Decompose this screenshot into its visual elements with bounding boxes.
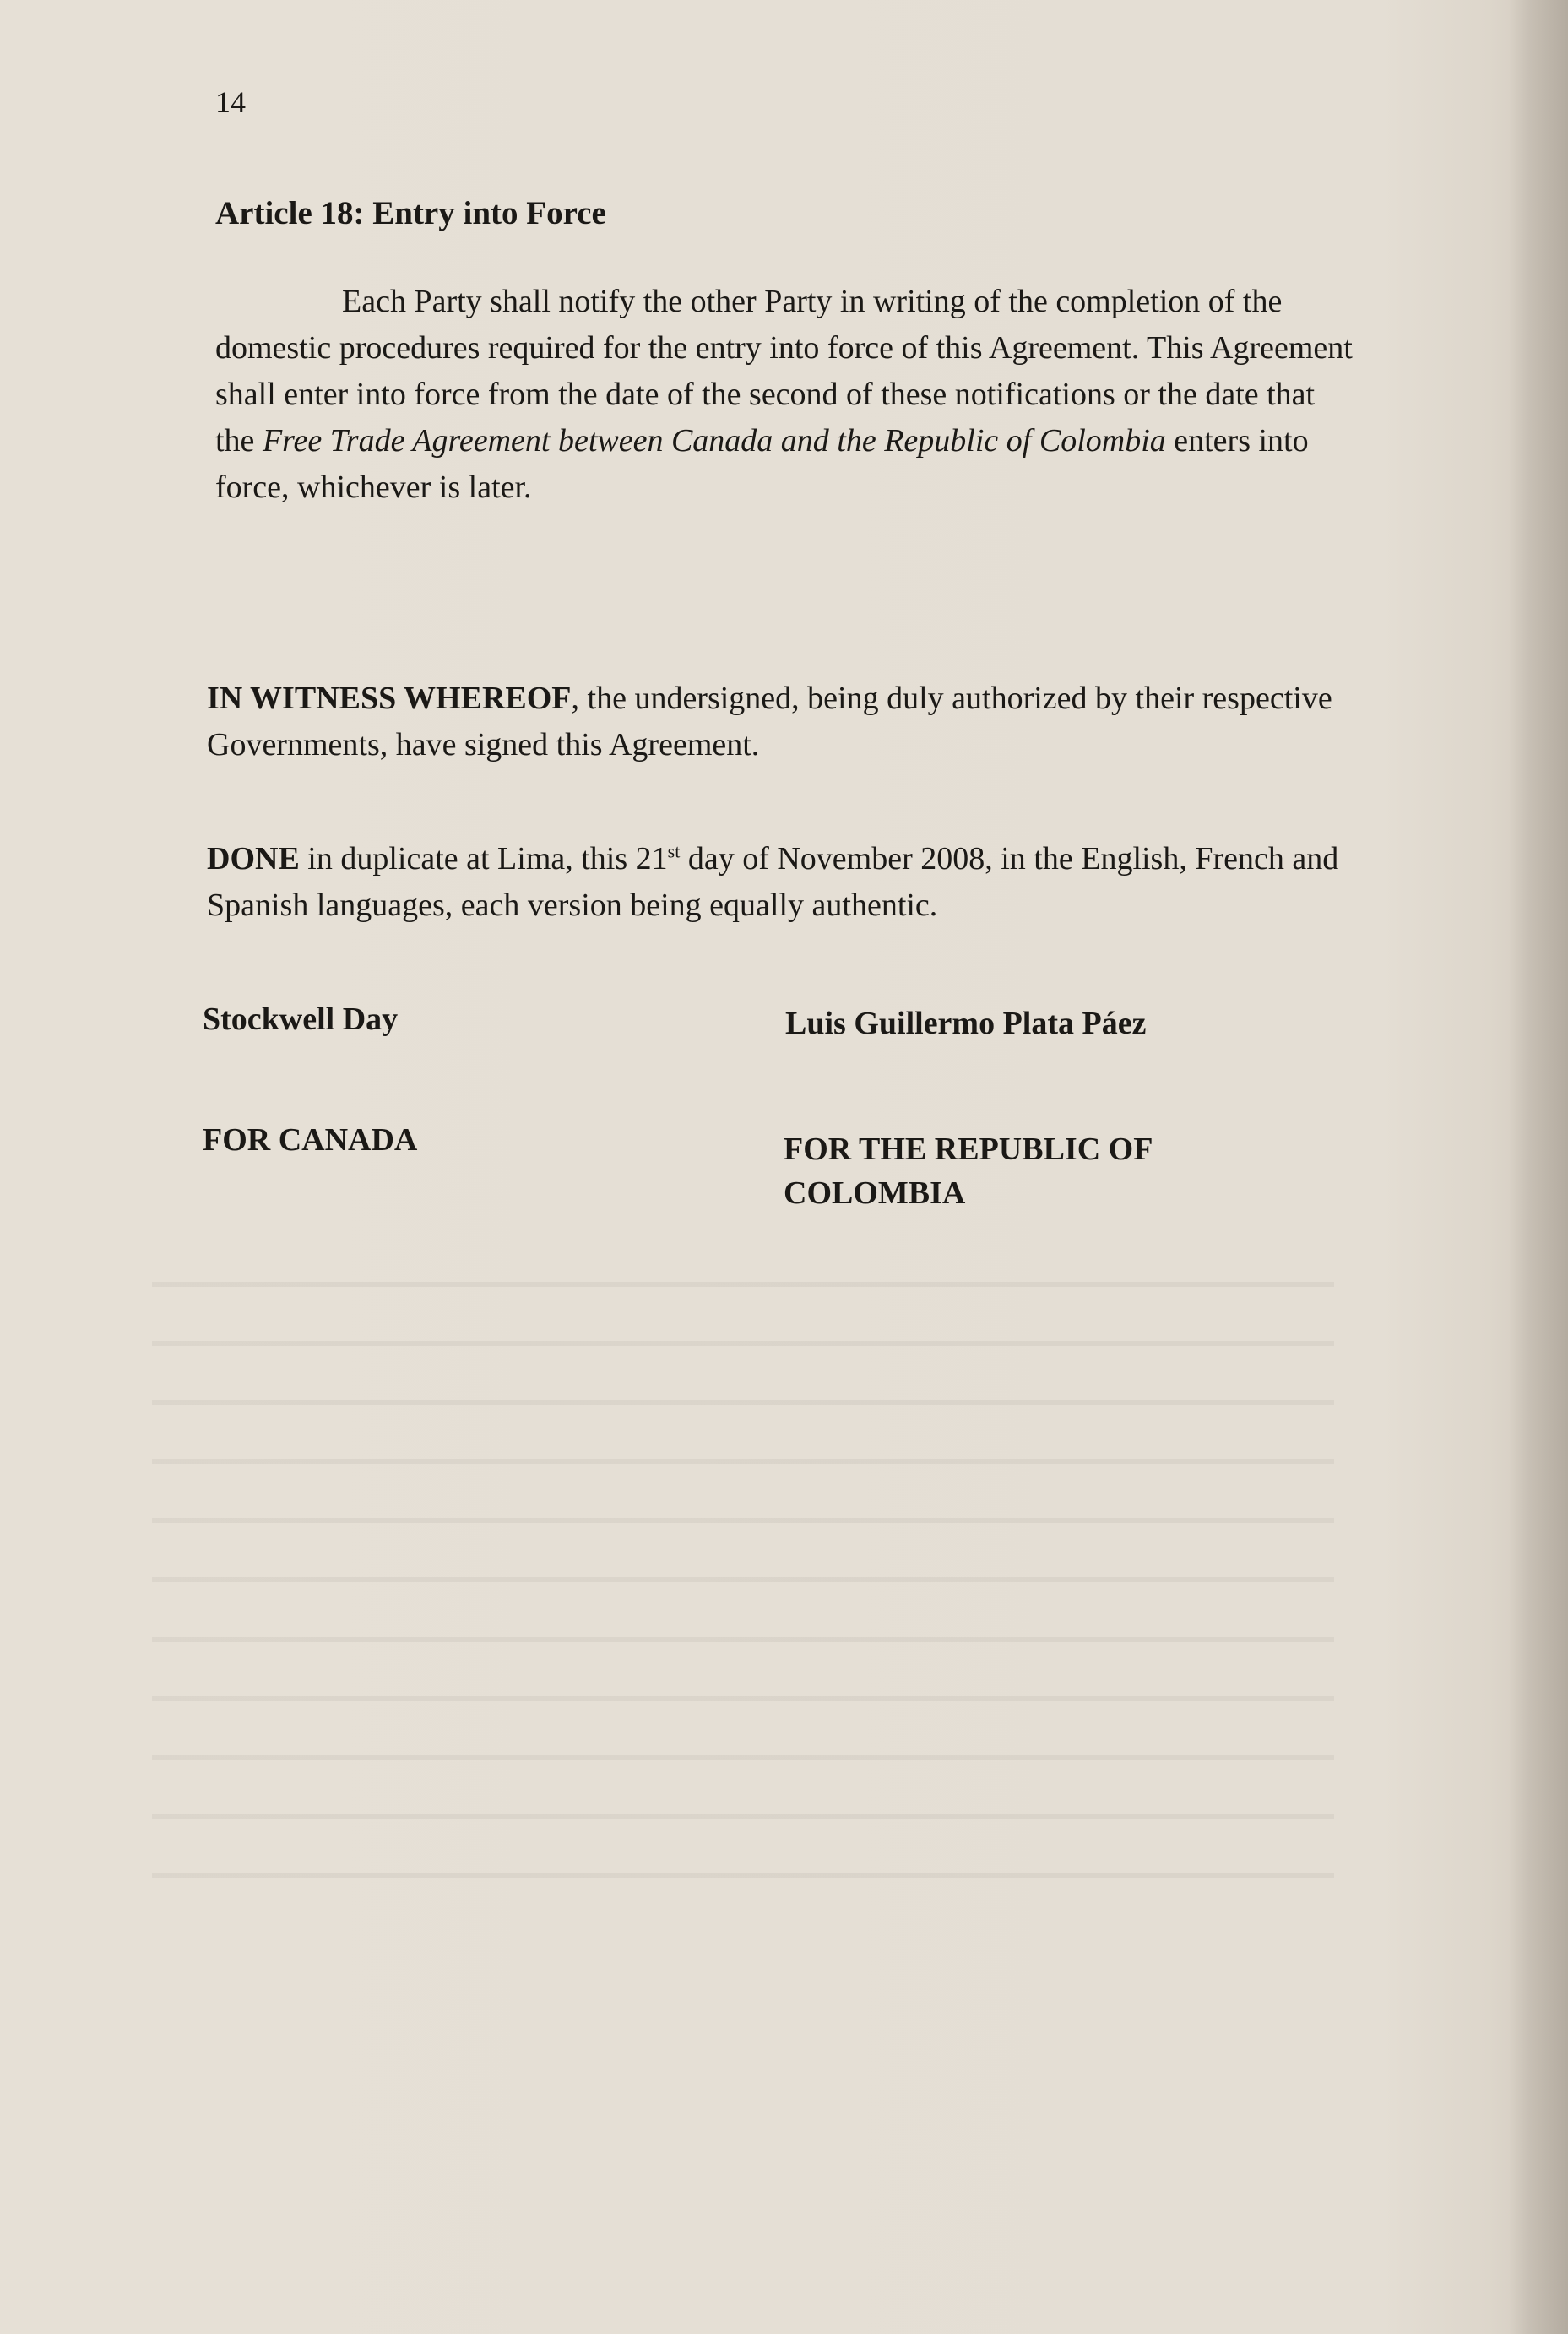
signatory-name-colombia: Luis Guillermo Plata Páez xyxy=(785,1006,1147,1041)
done-lead: DONE xyxy=(207,841,300,877)
page-number: 14 xyxy=(215,85,246,119)
witness-text: , the undersigned, being duly authorized by their respective Governments, have signed this Agreement. xyxy=(207,681,1332,763)
signatory-name-canada: Stockwell Day xyxy=(203,1001,399,1037)
signatory-party-colombia: FOR THE REPUBLIC OF COLOMBIA xyxy=(784,1132,1152,1211)
done-text: in duplicate at Lima, this 21 xyxy=(299,841,668,877)
agreement-title-italic: Free Trade Agreement between Canada and the Republic of Colombia xyxy=(262,423,1166,459)
spine-shadow xyxy=(1509,0,1568,2334)
article-body-text: Each Party shall notify the other Party in writing of the completion of the domestic procedures required for the entry into force of this Agreement. This Agreement shall enter into force from the date of the second of these notifications or the date that the xyxy=(215,284,1353,459)
article-body-paragraph xyxy=(215,279,1359,511)
done-paragraph xyxy=(207,836,1364,929)
article-heading: Article 18: Entry into Force xyxy=(215,195,606,231)
article-body-text-end: enters into force, whichever is later. xyxy=(215,423,1309,505)
day-ordinal-suffix: st xyxy=(667,840,681,862)
witness-paragraph xyxy=(207,676,1364,768)
witness-lead: IN WITNESS WHEREOF xyxy=(207,681,572,716)
signatory-party-canada: FOR CANADA xyxy=(203,1122,418,1158)
reverse-page-bleed-through xyxy=(152,1250,1334,1925)
done-text-end: day of November 2008, in the English, French and Spanish languages, each version being equally authentic. xyxy=(207,841,1339,923)
